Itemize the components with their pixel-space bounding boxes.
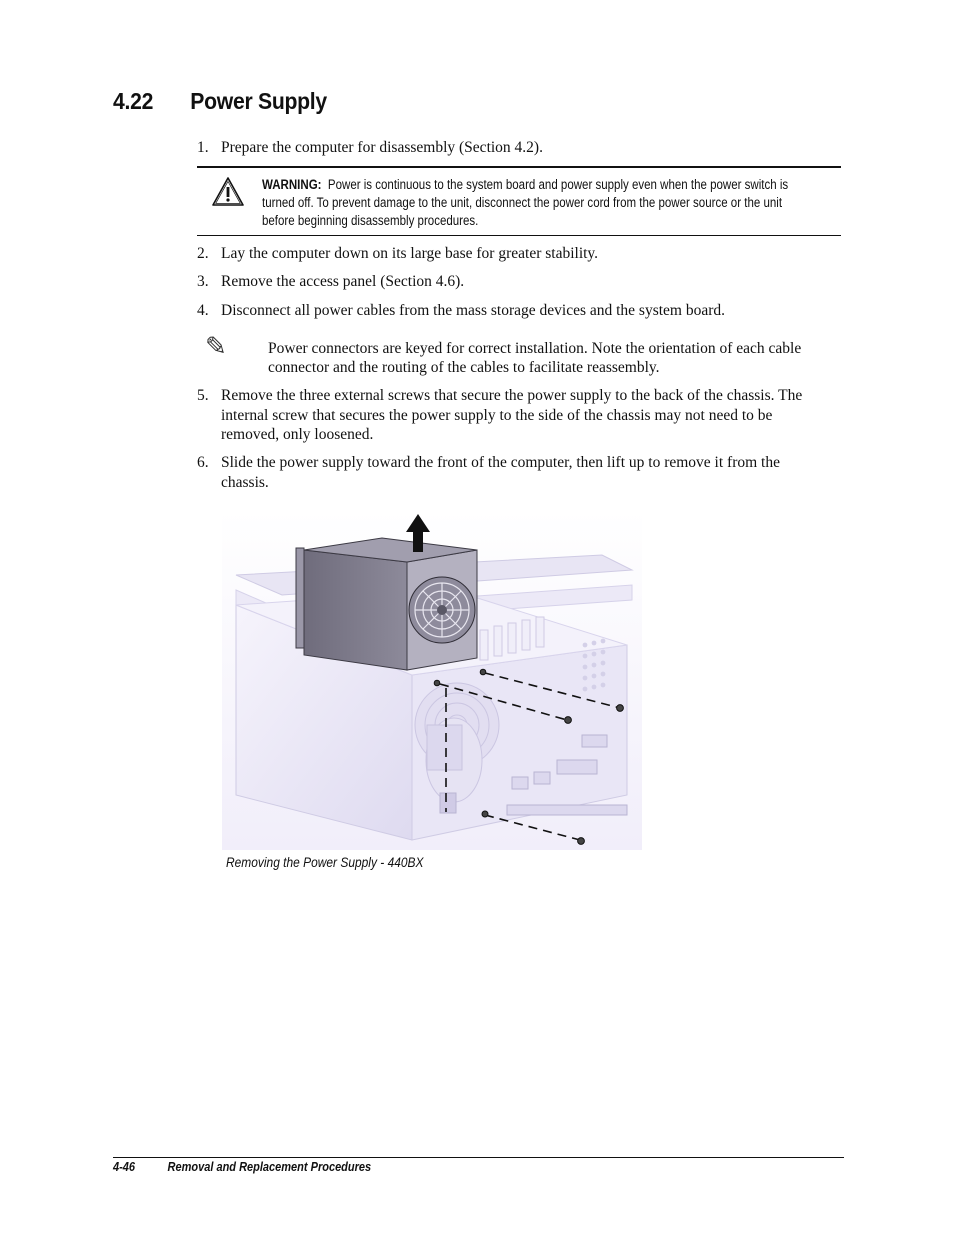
step-text: Remove the three external screws that secure the power supply to the back of the chassis. The internal screw that secures the power supply to the side of the chassis may not need to be removed, only loosened. xyxy=(221,387,803,443)
step-number: 5. xyxy=(197,387,209,404)
step-number: 3. xyxy=(197,273,209,290)
figure-caption: Removing the Power Supply - 440BX xyxy=(226,855,424,870)
section-number: 4.22 xyxy=(113,88,154,114)
step-4 xyxy=(197,301,827,321)
warning-body: Power is continuous to the system board and power supply even when the power switch is turned off. To prevent damage to the unit, disconnect the power cord from the power source or the unit before beginning disassembly procedures. xyxy=(262,177,789,228)
step-text: Slide the power supply toward the front of the computer, then lift up to remove it from the chassis. xyxy=(221,454,780,491)
footer-title: Removal and Replacement Procedures xyxy=(167,1160,372,1174)
step-2 xyxy=(197,244,827,264)
step-6 xyxy=(197,453,827,492)
step-text: Lay the computer down on its large base for greater stability. xyxy=(221,245,599,262)
warning-box xyxy=(197,166,841,236)
step-number: 6. xyxy=(197,454,209,471)
pencil-icon: ✎ xyxy=(205,332,227,362)
step-5 xyxy=(197,386,827,445)
power-supply-removal-illustration xyxy=(222,510,642,850)
warning-label: WARNING: xyxy=(262,177,322,192)
warning-triangle-icon xyxy=(211,176,245,208)
step-text: Remove the access panel (Section 4.6). xyxy=(221,273,465,290)
step-3 xyxy=(197,272,827,292)
section-title: Power Supply xyxy=(190,88,327,114)
step-number: 4. xyxy=(197,302,209,319)
note-text: Power connectors are keyed for correct installation. Note the orientation of each cable connector and the routing of the cables to facilitate reassembly. xyxy=(268,340,802,376)
step-number: 1. xyxy=(197,139,209,156)
step-number: 2. xyxy=(197,245,209,262)
step-1 xyxy=(197,138,827,158)
step-text: Disconnect all power cables from the mass storage devices and the system board. xyxy=(221,302,726,319)
warning-text xyxy=(262,176,795,229)
step-text: Prepare the computer for disassembly (Section 4.2). xyxy=(221,139,543,156)
section-heading xyxy=(113,88,757,115)
page-footer xyxy=(113,1160,729,1174)
footer-rule xyxy=(113,1157,844,1158)
page-number: 4-46 xyxy=(113,1160,136,1174)
